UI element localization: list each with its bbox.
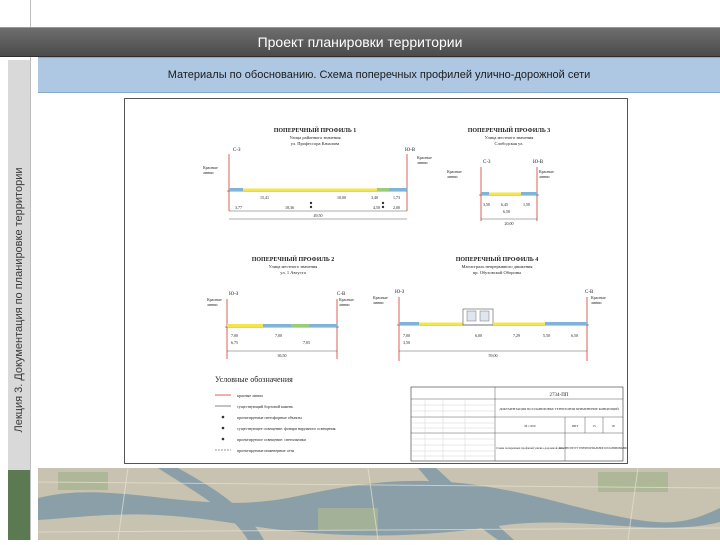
legend-item-3: проектируемые светофорные объекты <box>237 415 302 420</box>
title-block-stamp <box>411 387 627 461</box>
profile-4 <box>373 255 606 361</box>
profile-1-dim-5: 3,40 <box>371 195 378 200</box>
profile-3-line2: Улица местного значения <box>484 135 534 140</box>
profile-3-right-mark: Ю-В <box>533 160 544 165</box>
profile-4-dim-2: 3,50 <box>403 340 410 345</box>
profile-1-sidewalk-right <box>389 188 407 191</box>
legend-item-4: существующее освещение: фонари наружного освещения <box>237 426 336 431</box>
profile-2-right-label-2: линии <box>339 302 350 307</box>
profile-1-line3: ул. Профессора Качалова <box>290 141 340 146</box>
stamp-sheet: 15 <box>592 424 596 428</box>
profile-2-right-label-1: Красные <box>339 297 354 302</box>
profile-3-heading: ПОПЕРЕЧНЫЙ ПРОФИЛЬ 3 <box>467 128 551 134</box>
profile-2-line2: Улица местного значения <box>268 264 318 269</box>
profile-3-right-label-1: Красные <box>539 169 554 174</box>
profile-3-line3: Слободская ул. <box>494 141 524 146</box>
profile-2-line3: ул. 1 Августа <box>280 270 306 275</box>
stamp-title-block: ДОКУМЕНТАЦИЯ ПО ПЛАНИРОВКЕ ТЕРРИТОРИИ ПРИМЕНЕНИЕ КОНЦЕПЦИЙ <box>499 407 619 411</box>
profile-1-dim-6: 1,73 <box>393 195 400 200</box>
profile-1-left-mark: С-З <box>233 148 241 153</box>
profile-1-dim-2: 15,41 <box>260 195 269 200</box>
profiles-svg <box>125 99 627 463</box>
profiles-drawing <box>124 98 628 464</box>
profile-1-dim-4: 10,00 <box>337 195 346 200</box>
profile-2 <box>207 255 354 359</box>
profile-2-dim-4: 7,05 <box>303 340 310 345</box>
profile-2-left-mark: Ю-З <box>229 292 239 297</box>
legend-item-2: существующий бортовой камень <box>237 404 293 409</box>
profile-4-dim-3: 6,00 <box>475 333 482 338</box>
profile-4-left-mark: Ю-З <box>395 290 405 295</box>
profile-4-total: 59,00 <box>488 353 498 358</box>
stamp-scale: М 1:200 <box>524 424 536 428</box>
profile-2-right-mark: С-В <box>337 292 346 297</box>
profile-1-sidewalk-left <box>229 188 243 191</box>
profile-2-heading: ПОПЕРЕЧНЫЙ ПРОФИЛЬ 2 <box>251 257 335 263</box>
profile-4-dim-6: 6,50 <box>571 333 578 338</box>
profile-4-dim-4: 7,29 <box>513 333 520 338</box>
slide-subtitle: Материалы по обоснованию. Схема поперечных профилей улично-дорожной сети <box>38 57 720 93</box>
profile-1-right-label-2: линии <box>417 160 428 165</box>
profile-2-dim-1: 7,00 <box>231 333 238 338</box>
stamp-sheets: 18 <box>611 424 615 428</box>
profile-3-left-mark: С-З <box>483 160 491 165</box>
profile-1-right-label-1: Красные <box>417 155 432 160</box>
city-map-svg <box>38 468 720 540</box>
profile-4-line2: Магистраль непрерывного движения <box>461 264 533 269</box>
profile-1-dim-3: 18,36 <box>285 205 294 210</box>
profile-1 <box>203 126 432 219</box>
legend <box>215 375 336 453</box>
vertical-lecture-title: Лекция 3. Документация по планировке территории <box>13 167 25 433</box>
profile-1-road <box>243 189 377 192</box>
profile-1-green-strip <box>377 188 389 191</box>
profile-1-left-label-2: линии <box>203 170 214 175</box>
profile-4-dim-5: 5,50 <box>543 333 550 338</box>
profile-1-line2: Улица районного значения <box>289 135 341 140</box>
profile-1-dim-7: 4,50 <box>373 205 380 210</box>
stamp-code: 2734-ПП <box>549 393 569 398</box>
profile-4-right-mark: С-В <box>585 290 594 295</box>
legend-title: Условные обозначения <box>215 375 293 384</box>
profile-4-right-label-2: линии <box>591 300 602 305</box>
legend-item-1: красные линии <box>237 393 263 398</box>
profile-4-left-label-2: линии <box>373 300 384 305</box>
profile-3-total: 20,00 <box>504 221 514 226</box>
profile-4-line3: пр. Обуховской Обороны <box>472 270 522 275</box>
profile-1-dim-1: 3,77 <box>235 205 242 210</box>
legend-item-6: проектируемые инженерные сети <box>237 448 295 453</box>
stamp-stage: ППТ <box>571 424 579 428</box>
stamp-org: АО «ИНСТИТУТ ТЕРРИТОРИАЛЬНОГО ПЛАНИРОВАНИЯ» <box>558 447 627 450</box>
city-map-strip <box>38 468 720 540</box>
profile-3 <box>447 126 554 227</box>
profile-1-right-mark: Ю-В <box>405 148 416 153</box>
slide-title: Проект планировки территории <box>0 27 720 57</box>
profile-2-total: 36,50 <box>277 353 287 358</box>
profile-4-left-label-1: Красные <box>373 295 388 300</box>
profile-3-dim-4: 6,50 <box>503 209 510 214</box>
profile-2-dim-2: 6,75 <box>231 340 238 345</box>
profile-1-dim-8: 2,00 <box>393 205 400 210</box>
profile-2-left-label-1: Красные <box>207 297 222 302</box>
profile-3-dim-2: 6,45 <box>501 202 508 207</box>
profile-3-left-label-2: линии <box>447 174 458 179</box>
profile-4-dim-1: 7,00 <box>403 333 410 338</box>
legend-item-5: проектируемое освещение: светильники <box>237 437 306 442</box>
profile-3-dim-1: 3,50 <box>483 202 490 207</box>
profile-4-heading: ПОПЕРЕЧНЫЙ ПРОФИЛЬ 4 <box>455 257 539 263</box>
profile-2-dim-3: 7,00 <box>275 333 282 338</box>
profile-4-right-label-1: Красные <box>591 295 606 300</box>
profile-1-total: 49,50 <box>313 213 323 218</box>
profile-3-left-label-1: Красные <box>447 169 462 174</box>
profile-3-right-label-2: линии <box>539 174 550 179</box>
profile-1-left-label-1: Красные <box>203 165 218 170</box>
stamp-sheet-title: Схема поперечных профилей улично-дорожной сети <box>496 446 564 450</box>
profile-2-left-label-2: линии <box>207 302 218 307</box>
profile-1-heading: ПОПЕРЕЧНЫЙ ПРОФИЛЬ 1 <box>273 128 357 134</box>
profile-3-dim-3: 1,50 <box>523 202 530 207</box>
